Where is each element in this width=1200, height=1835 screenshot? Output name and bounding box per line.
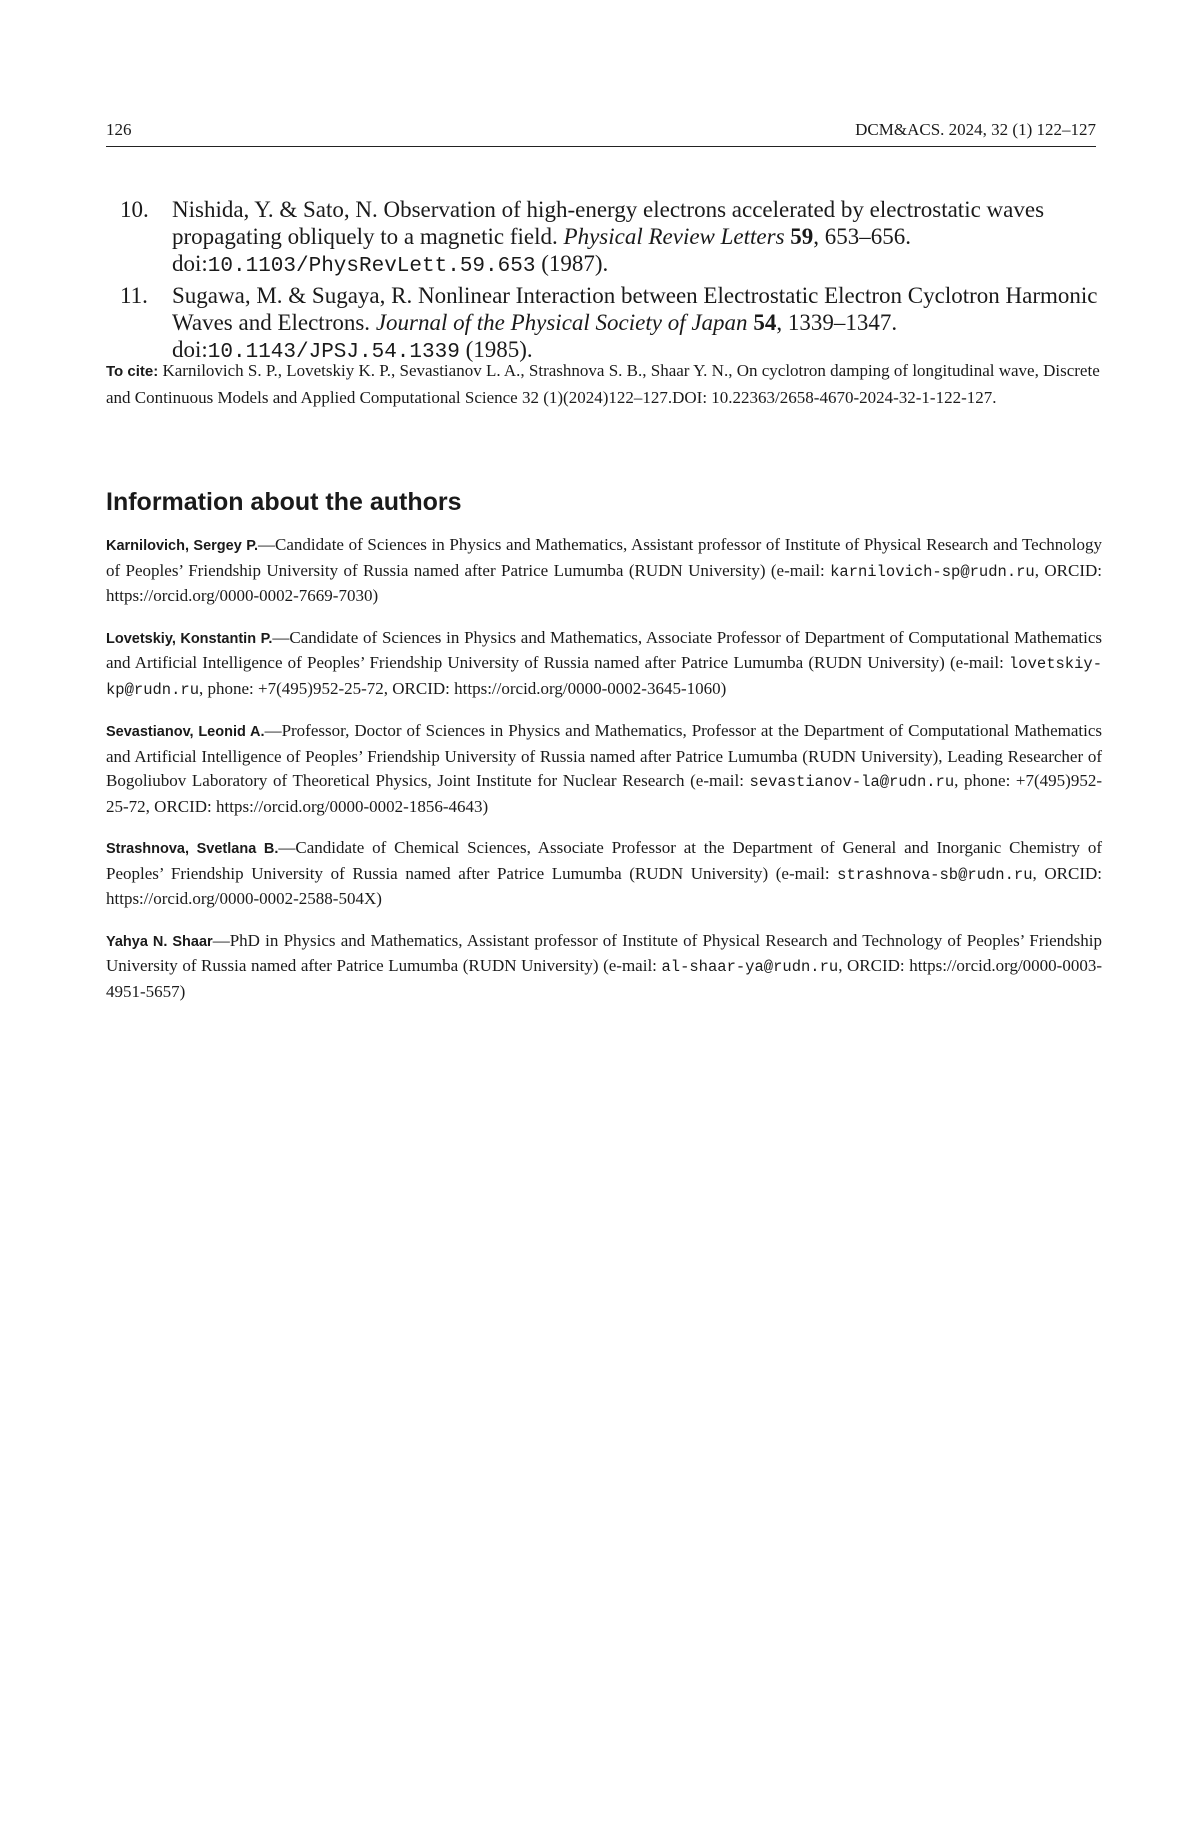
reference-year: (1985). bbox=[459, 337, 533, 362]
author-entry bbox=[106, 719, 1102, 819]
citation-label: To cite: bbox=[106, 363, 159, 380]
author-description: —PhD in Physics and Mathematics, Assistant professor of Institute of Physical Research and Technology of Peoples’ Friendship University of Russia named after Patrice Lumumba (RUDN University) (e-mail: bbox=[106, 930, 1103, 975]
author-email[interactable]: al-shaar-ya@rudn.ru bbox=[661, 958, 839, 976]
reference-list bbox=[106, 196, 1102, 368]
reference-number: 11. bbox=[120, 283, 148, 308]
reference-doi[interactable]: 10.1103/PhysRevLett.59.653 bbox=[207, 255, 536, 278]
author-name: Yahya N. Shaar bbox=[106, 933, 213, 950]
author-name: Strashnova, Svetlana B. bbox=[106, 841, 279, 857]
authors-list bbox=[106, 533, 1102, 1014]
author-orcid: , ORCID: https://orcid.org/0000-0003-4951-5657) bbox=[106, 956, 1102, 1001]
reference-pages: , 653–656. doi: bbox=[172, 224, 912, 276]
author-orcid: , phone: +7(495)952-25-72, ORCID: https://orcid.org/0000-0002-3645-1060) bbox=[199, 678, 727, 698]
author-email[interactable]: karnilovich-sp@rudn.ru bbox=[830, 562, 1035, 581]
citation-text: Karnilovich S. P., Lovetskiy K. P., Sevastianov L. A., Strashnova S. B., Shaar Y. N., On cyclotron damping of longitudinal wave, Discrete and Continuous Models and Applied Computational Science 32 (1)(2024)122–127.DOI: 10.22363/2658-4670-2024-32-1-122-127. bbox=[106, 361, 1100, 407]
reference-volume: 59 bbox=[790, 224, 814, 249]
author-name: Karnilovich, Sergey P. bbox=[106, 538, 259, 554]
citation-block bbox=[106, 358, 1102, 411]
author-orcid: , ORCID: https://orcid.org/0000-0002-7669-7030) bbox=[106, 560, 1102, 605]
reference-journal: Journal of the Physical Society of Japan bbox=[375, 310, 748, 335]
author-orcid: , ORCID: https://orcid.org/0000-0002-2588-504X) bbox=[106, 863, 1102, 908]
reference-year: (1987). bbox=[535, 251, 609, 276]
author-orcid: , phone: +7(495)952-25-72, ORCID: https://orcid.org/0000-0002-1856-4643) bbox=[106, 771, 1102, 816]
page-number: 126 bbox=[106, 120, 132, 139]
reference-pages: , 1339–1347. doi: bbox=[172, 310, 898, 362]
reference-item bbox=[106, 196, 1102, 280]
author-email[interactable]: sevastianov-la@rudn.ru bbox=[749, 773, 955, 791]
author-entry bbox=[106, 929, 1102, 1005]
reference-authors: Nishida, Y. & Sato, N. bbox=[172, 197, 378, 222]
author-name: Lovetskiy, Konstantin P. bbox=[106, 630, 273, 647]
running-header bbox=[106, 120, 1096, 147]
author-entry bbox=[106, 836, 1102, 912]
author-email[interactable]: strashnova-sb@rudn.ru bbox=[837, 865, 1033, 884]
reference-title: Observation of high-energy electrons accelerated by electrostatic waves propagating obliquely to a magnetic field. bbox=[172, 197, 1045, 249]
author-email[interactable]: lovetskiy-kp@rudn.ru bbox=[106, 655, 1102, 699]
author-description: —Candidate of Chemical Sciences, Associate Professor at the Department of General and Inorganic Chemistry of Peoples’ Friendship University of Russia named after Patrice Lumumba (RUDN University) (e-mail: bbox=[106, 838, 1102, 883]
author-description: —Candidate of Sciences in Physics and Mathematics, Assistant professor of Institute of Physical Research and Technology of Peoples’ Friendship University of Russia named after Patrice Lumumba (RUDN University) (e-mail: bbox=[106, 535, 1102, 580]
author-description: —Candidate of Sciences in Physics and Mathematics, Associate Professor of Department of Computational Mathematics and Artificial Intelligence of Peoples’ Friendship University of Russia named after Patrice Lumumba (RUDN University) (e-mail: bbox=[106, 627, 1102, 672]
author-name: Sevastianov, Leonid A. bbox=[106, 724, 265, 740]
reference-volume: 54 bbox=[753, 310, 777, 335]
reference-doi[interactable]: 10.1143/JPSJ.54.1339 bbox=[207, 341, 460, 364]
reference-number: 10. bbox=[120, 197, 149, 222]
author-entry bbox=[106, 626, 1102, 703]
author-description: —Professor, Doctor of Sciences in Physics and Mathematics, Professor at the Department of Computational Mathematics and Artificial Intelligence of Peoples’ Friendship University of Russia named after Patrice Lumumba (RUDN University), Leading Researcher of Bogoliubov Laboratory of Theoretical Physics, Joint Institute for Nuclear Research (e-mail: bbox=[106, 721, 1102, 790]
author-entry bbox=[106, 533, 1102, 609]
journal-reference: DCM&ACS. 2024, 32 (1) 122–127 bbox=[855, 120, 1096, 139]
reference-journal: Physical Review Letters bbox=[563, 224, 785, 249]
reference-title: Nonlinear Interaction between Electrostatic Electron Cyclotron Harmonic Waves and Electrons. bbox=[172, 283, 1098, 335]
reference-authors: Sugawa, M. & Sugaya, R. bbox=[172, 283, 413, 308]
reference-item bbox=[106, 282, 1102, 366]
section-title: Information about the authors bbox=[106, 488, 462, 516]
